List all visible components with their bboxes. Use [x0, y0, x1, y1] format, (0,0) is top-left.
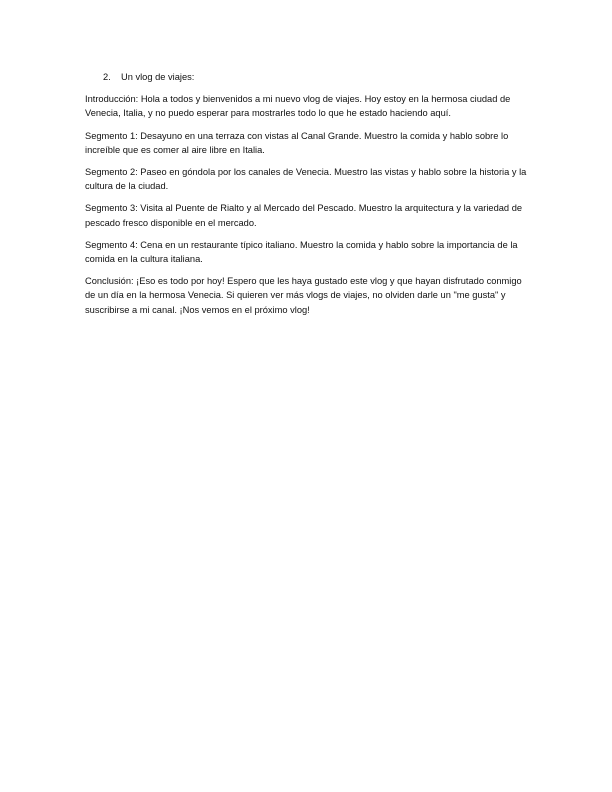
- document-body: [85, 70, 531, 325]
- paragraph-conclusion: Conclusión: ¡Eso es todo por hoy! Espero que les haya gustado este vlog y que hayan disfrutado conmigo de un día en la hermosa Venecia. Si quieren ver más vlogs de viajes, no olviden darle un "me gusta" y suscribirse a mi canal. ¡Nos vemos en el próximo vlog!: [85, 276, 522, 315]
- paragraph-segmento-2: Segmento 2: Paseo en góndola por los canales de Venecia. Muestro las vistas y hablo sobre la historia y la cultura de la ciudad.: [85, 167, 527, 192]
- list-heading: [103, 70, 531, 84]
- list-heading-text: Un vlog de viajes:: [121, 72, 195, 82]
- list-number: 2.: [103, 72, 111, 82]
- paragraph-segmento-3: Segmento 3: Visita al Puente de Rialto y al Mercado del Pescado. Muestro la arquitectura y la variedad de pescado fresco disponible en el mercado.: [85, 203, 523, 228]
- paragraph-segmento-4: Segmento 4: Cena en un restaurante típico italiano. Muestro la comida y hablo sobre la importancia de la comida en la cultura italiana.: [85, 239, 518, 265]
- paragraph-introduccion: Introducción: Hola a todos y bienvenidos a mi nuevo vlog de viajes. Hoy estoy en la hermosa ciudad de Venecia, Italia, y no puedo esperar para mostrarles todo lo que he estado haciendo aquí.: [85, 94, 511, 119]
- paragraph-segmento-1: Segmento 1: Desayuno en una terraza con vistas al Canal Grande. Muestro la comida y hablo sobre lo increíble que es comer al aire libre en Italia.: [85, 130, 509, 155]
